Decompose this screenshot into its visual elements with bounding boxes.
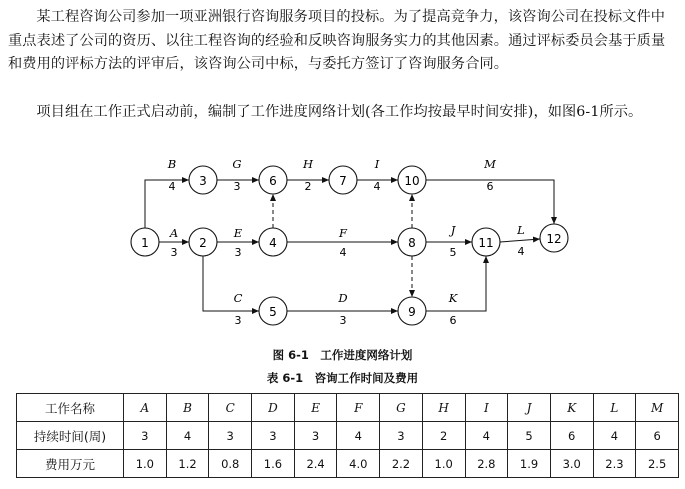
network-node bbox=[259, 166, 287, 194]
task-name-cell: G bbox=[380, 394, 423, 422]
table-row-task-names bbox=[17, 394, 679, 422]
activity-duration: 4 bbox=[517, 245, 525, 258]
node-number: 11 bbox=[478, 236, 494, 250]
network-node bbox=[540, 224, 568, 252]
activity-label: I bbox=[374, 157, 380, 171]
activity-duration: 4 bbox=[373, 180, 381, 193]
network-node bbox=[259, 297, 287, 325]
duration-cell: 3 bbox=[209, 422, 252, 450]
duration-cell: 3 bbox=[380, 422, 423, 450]
network-node bbox=[259, 228, 287, 256]
cost-cell: 2.4 bbox=[294, 450, 337, 478]
duration-cell: 6 bbox=[550, 422, 593, 450]
intro-paragraph: 某工程咨询公司参加一项亚洲银行咨询服务项目的投标。为了提高竞争力，该咨询公司在投标文件中重点表述了公司的资历、以往工程咨询的经验和反映咨询服务实力的其他因素。通过评标委员会基于质量和费用的评标方法的评审后，该咨询公司中标，与委托方签订了咨询服务合同。 bbox=[8, 9, 666, 72]
cost-cell: 2.3 bbox=[593, 450, 636, 478]
node-number: 12 bbox=[546, 232, 562, 246]
node-number: 2 bbox=[199, 236, 207, 250]
activity-duration: 6 bbox=[449, 314, 457, 327]
cost-cell: 2.2 bbox=[380, 450, 423, 478]
cost-cell: 1.2 bbox=[166, 450, 209, 478]
node-number: 6 bbox=[269, 174, 277, 188]
network-node bbox=[398, 166, 426, 194]
network-node bbox=[329, 166, 357, 194]
activity-label: H bbox=[302, 157, 314, 171]
row-header-task-name: 工作名称 bbox=[17, 394, 124, 422]
duration-cell: 4 bbox=[166, 422, 209, 450]
task-name-cell: E bbox=[294, 394, 337, 422]
cost-cell: 1.9 bbox=[508, 450, 551, 478]
duration-cell: 3 bbox=[294, 422, 337, 450]
task-name-cell: M bbox=[636, 394, 679, 422]
cost-cell: 4.0 bbox=[337, 450, 380, 478]
task-name-cell: D bbox=[252, 394, 295, 422]
network-node bbox=[189, 228, 217, 256]
activity-label: F bbox=[339, 226, 347, 240]
activity-duration: 5 bbox=[449, 246, 457, 259]
row-header-duration: 持续时间(周) bbox=[17, 422, 124, 450]
table-caption: 表 6-1 咨询工作时间及费用 bbox=[266, 371, 419, 385]
activity-label: E bbox=[233, 226, 243, 240]
network-node bbox=[398, 297, 426, 325]
task-name-cell: L bbox=[593, 394, 636, 422]
task-name-cell: C bbox=[209, 394, 252, 422]
duration-cell: 6 bbox=[636, 422, 679, 450]
activity-duration: 3 bbox=[234, 246, 242, 259]
cost-cell: 1.0 bbox=[422, 450, 465, 478]
activity-duration: 4 bbox=[339, 246, 347, 259]
activity-duration: 6 bbox=[486, 180, 494, 193]
duration-cell: 4 bbox=[465, 422, 508, 450]
activity-label: G bbox=[232, 157, 242, 171]
activity-arrow-L bbox=[500, 239, 540, 242]
activity-duration: 3 bbox=[170, 246, 178, 259]
activity-duration: 4 bbox=[168, 180, 176, 193]
activity-label: J bbox=[450, 223, 456, 237]
node-number: 8 bbox=[408, 236, 416, 250]
network-node bbox=[189, 166, 217, 194]
node-number: 1 bbox=[141, 236, 149, 250]
cost-cell: 2.5 bbox=[636, 450, 679, 478]
node-number: 10 bbox=[404, 174, 420, 188]
plan-paragraph: 项目组在工作正式启动前，编制了工作进度网络计划(各工作均按最早时间安排)，如图6-1所示。 bbox=[36, 104, 643, 120]
task-table bbox=[16, 393, 679, 478]
task-name-cell: J bbox=[508, 394, 551, 422]
task-name-cell: K bbox=[550, 394, 593, 422]
activity-duration: 3 bbox=[233, 180, 241, 193]
node-number: 7 bbox=[339, 174, 347, 188]
cost-cell: 1.0 bbox=[124, 450, 167, 478]
node-number: 3 bbox=[199, 174, 207, 188]
activity-duration: 3 bbox=[234, 314, 242, 327]
network-node bbox=[398, 228, 426, 256]
activity-arrow-B bbox=[145, 180, 189, 228]
activity-arrow-C bbox=[203, 256, 259, 311]
cost-cell: 3.0 bbox=[550, 450, 593, 478]
duration-cell: 3 bbox=[252, 422, 295, 450]
activity-label: L bbox=[517, 223, 525, 237]
duration-cell: 3 bbox=[124, 422, 167, 450]
node-number: 5 bbox=[269, 305, 277, 319]
activity-label: B bbox=[167, 157, 177, 171]
activity-label: K bbox=[448, 291, 458, 305]
task-name-cell: B bbox=[166, 394, 209, 422]
table-row-costs bbox=[17, 450, 679, 478]
activity-label: A bbox=[169, 226, 179, 240]
activity-duration: 2 bbox=[304, 180, 312, 193]
figure-caption: 图 6-1 工作进度网络计划 bbox=[272, 348, 413, 362]
task-name-cell: F bbox=[337, 394, 380, 422]
activity-duration: 3 bbox=[339, 314, 347, 327]
node-number: 9 bbox=[408, 305, 416, 319]
task-name-cell: H bbox=[422, 394, 465, 422]
cost-cell: 1.6 bbox=[252, 450, 295, 478]
activity-label: M bbox=[484, 157, 496, 171]
activity-label: C bbox=[233, 291, 243, 305]
duration-cell: 5 bbox=[508, 422, 551, 450]
cost-cell: 2.8 bbox=[465, 450, 508, 478]
node-number: 4 bbox=[269, 236, 277, 250]
cost-cell: 0.8 bbox=[209, 450, 252, 478]
network-node bbox=[472, 228, 500, 256]
task-name-cell: A bbox=[124, 394, 167, 422]
duration-cell: 4 bbox=[593, 422, 636, 450]
activity-label: D bbox=[338, 291, 348, 305]
duration-cell: 4 bbox=[337, 422, 380, 450]
task-name-cell: I bbox=[465, 394, 508, 422]
duration-cell: 2 bbox=[422, 422, 465, 450]
row-header-cost: 费用万元 bbox=[17, 450, 124, 478]
network-node bbox=[131, 228, 159, 256]
table-row-durations bbox=[17, 422, 679, 450]
